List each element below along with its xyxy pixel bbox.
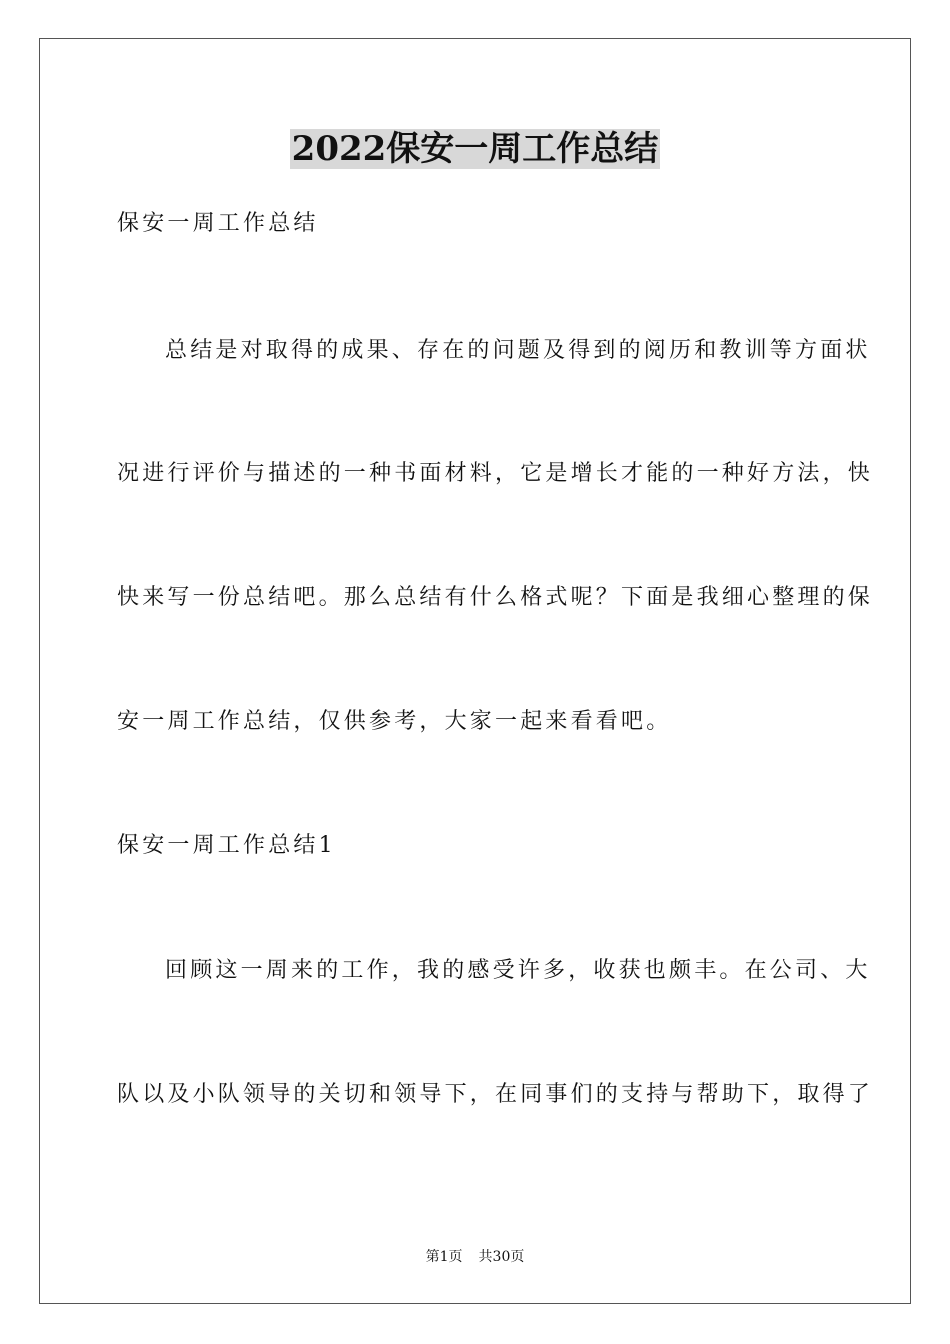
page-total: 共30页 bbox=[478, 1249, 525, 1265]
paragraph-line: 队以及小队领导的关切和领导下，在同事们的支持与帮助下，取得了 bbox=[117, 1082, 874, 1107]
document-title-text: 2022保安一周工作总结 bbox=[291, 129, 659, 169]
section-heading: 保安一周工作总结1 bbox=[117, 833, 336, 858]
paragraph-line: 况进行评价与描述的一种书面材料，它是增长才能的一种好方法，快 bbox=[117, 461, 874, 486]
document-title bbox=[0, 126, 950, 172]
page-number: 第1页 bbox=[425, 1249, 463, 1265]
subtitle-line: 保安一周工作总结 bbox=[117, 211, 319, 236]
paragraph-line: 回顾这一周来的工作，我的感受许多，收获也颇丰。在公司、大 bbox=[165, 958, 871, 983]
paragraph-line: 安一周工作总结，仅供参考，大家一起来看看吧。 bbox=[117, 709, 672, 734]
paragraph-line: 总结是对取得的成果、存在的问题及得到的阅历和教训等方面状 bbox=[165, 338, 871, 363]
page-footer bbox=[0, 1247, 950, 1267]
paragraph-line: 快来写一份总结吧。那么总结有什么格式呢？下面是我细心整理的保 bbox=[117, 585, 874, 610]
